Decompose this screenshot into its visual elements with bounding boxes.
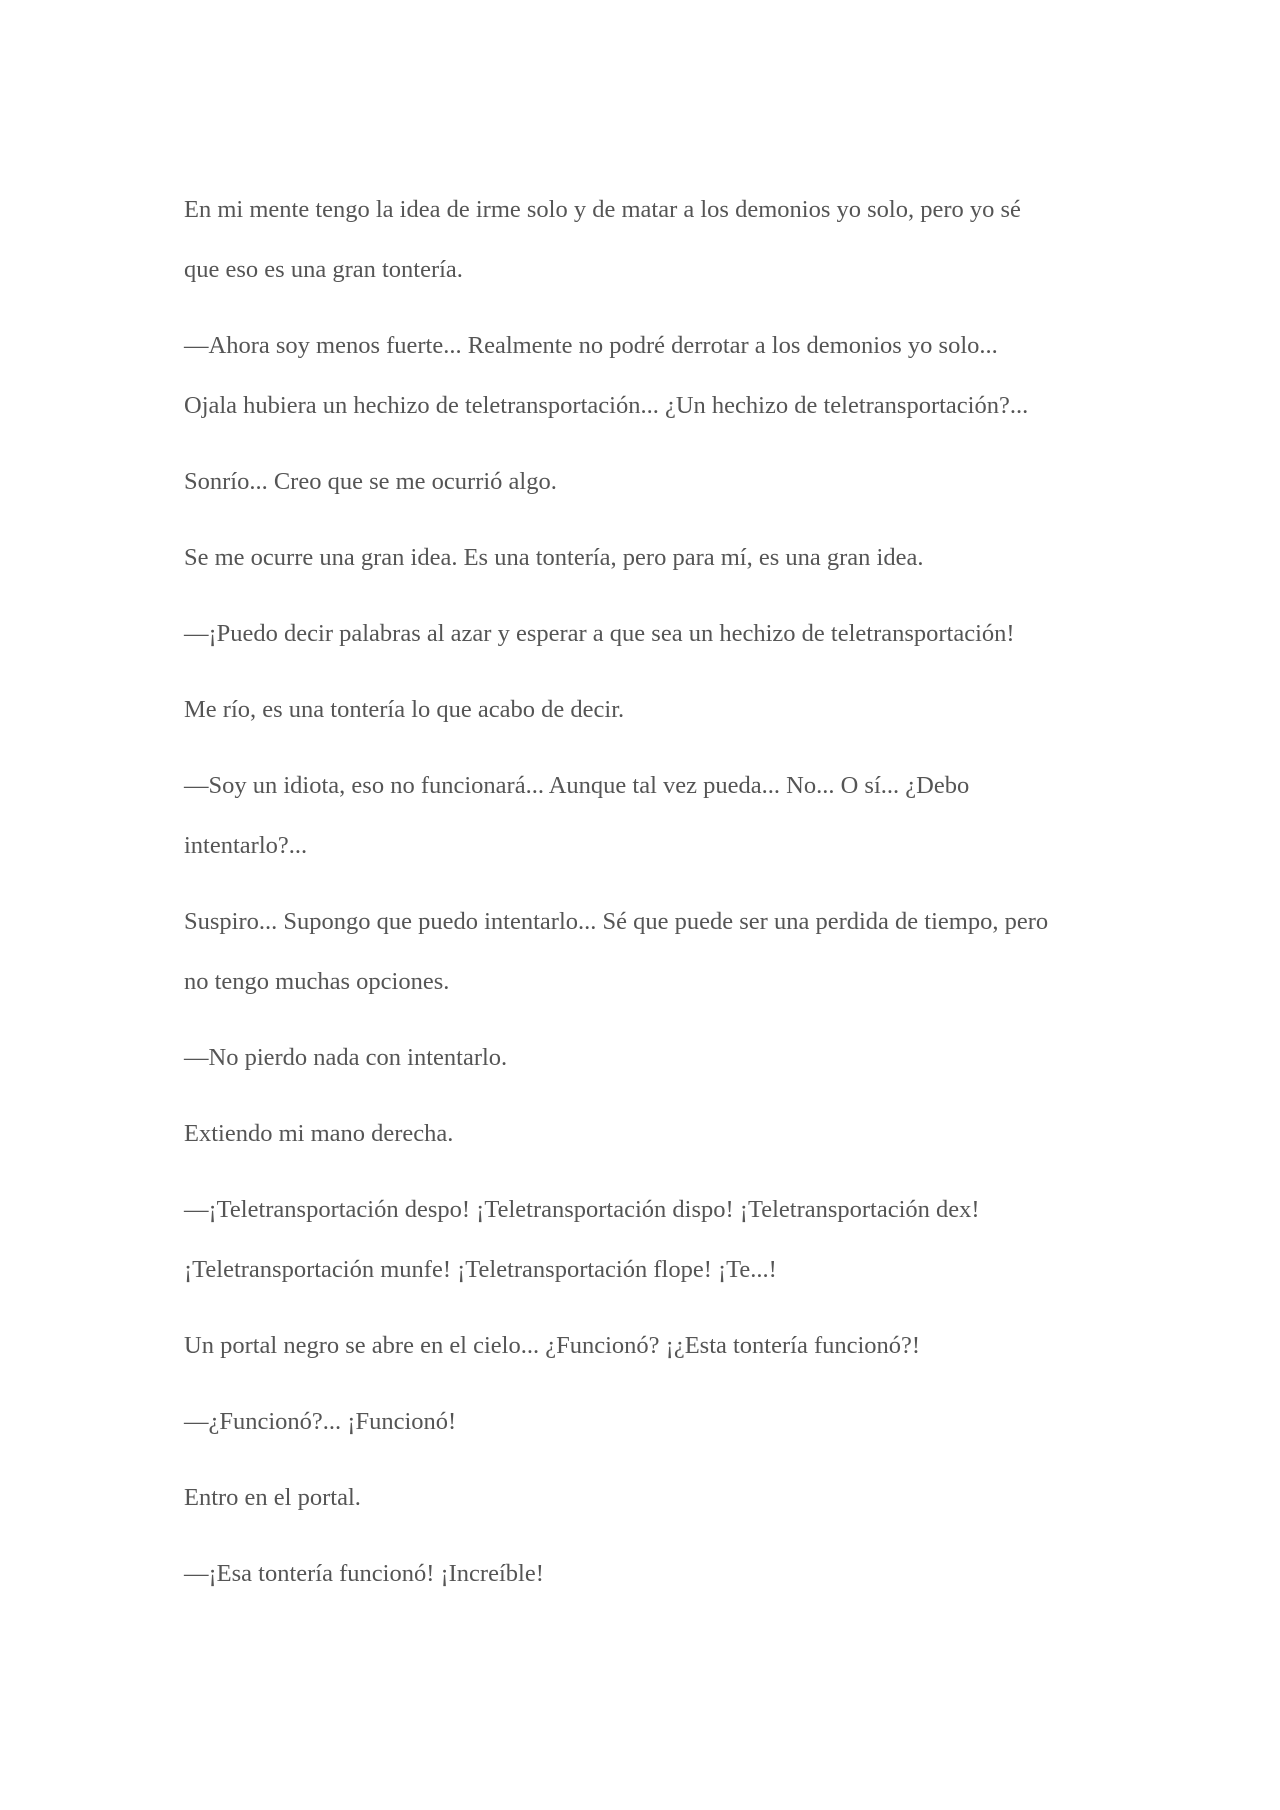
text-line: —¿Funcionó?... ¡Funcionó! [184, 1408, 457, 1435]
text-line: —Soy un idiota, eso no funcionará... Aunque tal vez pueda... No... O sí... ¿Debo [184, 772, 970, 799]
document-body [184, 180, 1114, 1620]
dialogue-paragraph [184, 1544, 1114, 1604]
paragraph [184, 180, 1114, 300]
text-line: En mi mente tengo la idea de irme solo y de matar a los demonios yo solo, pero yo sé [184, 196, 1021, 223]
dialogue-paragraph [184, 1180, 1114, 1300]
text-line: Sonrío... Creo que se me ocurrió algo. [184, 468, 557, 495]
text-line: —Ahora soy menos fuerte... Realmente no podré derrotar a los demonios yo solo... [184, 332, 998, 359]
text-line: —¡Puedo decir palabras al azar y esperar a que sea un hechizo de teletransportación! [184, 620, 1015, 647]
text-line: Suspiro... Supongo que puedo intentarlo... Sé que puede ser una perdida de tiempo, pero [184, 908, 1049, 935]
text-line: Ojala hubiera un hechizo de teletransportación... ¿Un hechizo de teletransportación?... [184, 392, 1029, 419]
paragraph [184, 892, 1114, 1012]
dialogue-paragraph [184, 756, 1114, 876]
text-line: —No pierdo nada con intentarlo. [184, 1044, 508, 1071]
paragraph [184, 528, 1114, 588]
dialogue-paragraph [184, 1028, 1114, 1088]
text-line: Un portal negro se abre en el cielo... ¿Funcionó? ¡¿Esta tontería funcionó?! [184, 1332, 921, 1359]
text-line: Se me ocurre una gran idea. Es una tontería, pero para mí, es una gran idea. [184, 544, 924, 571]
paragraph [184, 452, 1114, 512]
dialogue-paragraph [184, 316, 1114, 436]
paragraph [184, 680, 1114, 740]
paragraph [184, 1104, 1114, 1164]
paragraph [184, 1468, 1114, 1528]
dialogue-paragraph [184, 1392, 1114, 1452]
text-line: no tengo muchas opciones. [184, 968, 450, 995]
paragraph [184, 1316, 1114, 1376]
text-line: que eso es una gran tontería. [184, 256, 463, 283]
text-line: Entro en el portal. [184, 1484, 361, 1511]
text-line: —¡Teletransportación despo! ¡Teletransportación dispo! ¡Teletransportación dex! [184, 1196, 980, 1223]
dialogue-paragraph [184, 604, 1114, 664]
text-line: —¡Esa tontería funcionó! ¡Increíble! [184, 1560, 544, 1587]
text-line: Extiendo mi mano derecha. [184, 1120, 454, 1147]
text-line: Me río, es una tontería lo que acabo de decir. [184, 696, 625, 723]
text-line: intentarlo?... [184, 832, 308, 859]
text-line: ¡Teletransportación munfe! ¡Teletransportación flope! ¡Te...! [184, 1256, 777, 1283]
